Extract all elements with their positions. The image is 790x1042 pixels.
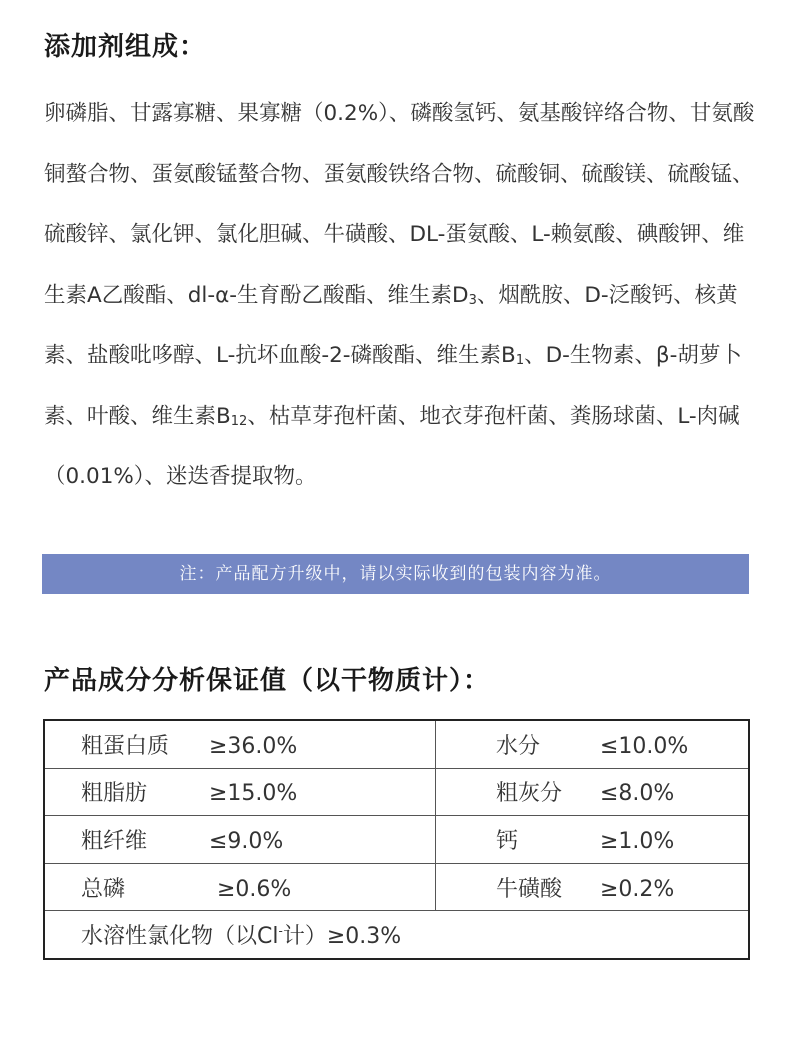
table-cell-full-width (44, 911, 749, 959)
table-cell (44, 816, 436, 864)
table-cell (436, 768, 750, 816)
table-cell (436, 720, 750, 768)
nutrient-name: 总磷 (81, 876, 126, 902)
table-row (44, 720, 749, 768)
ingredient-text-1: 卵磷脂、甘露寡糖、果寡糖（0.2%）、磷酸氢钙、氨基酸锌络合物、甘氨酸铜螯合物、蛋氨酸锰螯合物、蛋氨酸铁络合物、硫酸铜、硫酸镁、硫酸锰、硫酸锌、氯化钾、氯化胆碱、牛磺酸、DL-蛋氨酸、L-赖氨酸、碘酸钾、维生素A乙酸酯、dl-α-生育酚乙酸酯、维生素D (44, 101, 755, 308)
nutrient-value: ≤9.0% (209, 828, 284, 854)
additives-title: 添加剂组成： (44, 32, 207, 62)
nutrient-value: ≤10.0% (600, 733, 689, 759)
water-soluble-chloride (81, 919, 401, 950)
ingredient-text-2: 、烟酰胺、D-泛酸钙、核黄素、盐酸吡哆醇、L-抗坏血酸-2-磷酸酯、维生素B (44, 282, 738, 368)
nutrient-name: 粗脂肪 (81, 781, 148, 807)
nutrient-name: 牛磺酸 (496, 876, 563, 902)
table-cell (44, 720, 436, 768)
table-cell (436, 816, 750, 864)
guaranteed-analysis-table (43, 719, 750, 960)
table-row (44, 768, 749, 816)
nutrient-value: ≥1.0% (600, 828, 675, 854)
nutrient-name: 粗纤维 (81, 828, 148, 854)
subscript-b12: 12 (230, 413, 248, 429)
superscript-minus: - (278, 924, 283, 939)
subscript-b1: 1 (515, 353, 525, 368)
formula-upgrade-note: 注：产品配方升级中，请以实际收到的包装内容为准。 (42, 554, 749, 594)
nutrient-value: ≥36.0% (209, 733, 298, 759)
nutrient-name: 粗蛋白质 (81, 733, 170, 759)
additives-ingredient-list (44, 84, 756, 508)
ingredient-text-4: 、枯草芽孢杆菌、地衣芽孢杆菌、粪肠球菌、L-肉碱（0.01%）、迷迭香提取物。 (44, 403, 740, 489)
table-row (44, 816, 749, 864)
ingredient-text-3: 、D-生物素、β-胡萝卜素、叶酸、维生素B (44, 343, 742, 429)
nutrient-value: ≥15.0% (209, 781, 298, 807)
table-cell (44, 863, 436, 911)
table-row (44, 911, 749, 959)
table-cell (44, 768, 436, 816)
table-cell (436, 863, 750, 911)
table-row (44, 863, 749, 911)
chloride-value-text: 计）≥0.3% (282, 924, 402, 950)
analysis-title: 产品成分分析保证值（以干物质计）： (44, 666, 491, 696)
nutrient-name: 水分 (496, 733, 541, 759)
chloride-label-text: 水溶性氯化物（以Cl (81, 924, 279, 950)
nutrient-name: 粗灰分 (496, 781, 563, 807)
nutrient-value: ≤8.0% (600, 781, 675, 807)
nutrient-name: 钙 (496, 828, 519, 854)
nutrient-value: ≥0.2% (600, 876, 675, 902)
nutrient-value: ≥0.6% (217, 876, 292, 902)
subscript-d3: 3 (468, 292, 477, 308)
